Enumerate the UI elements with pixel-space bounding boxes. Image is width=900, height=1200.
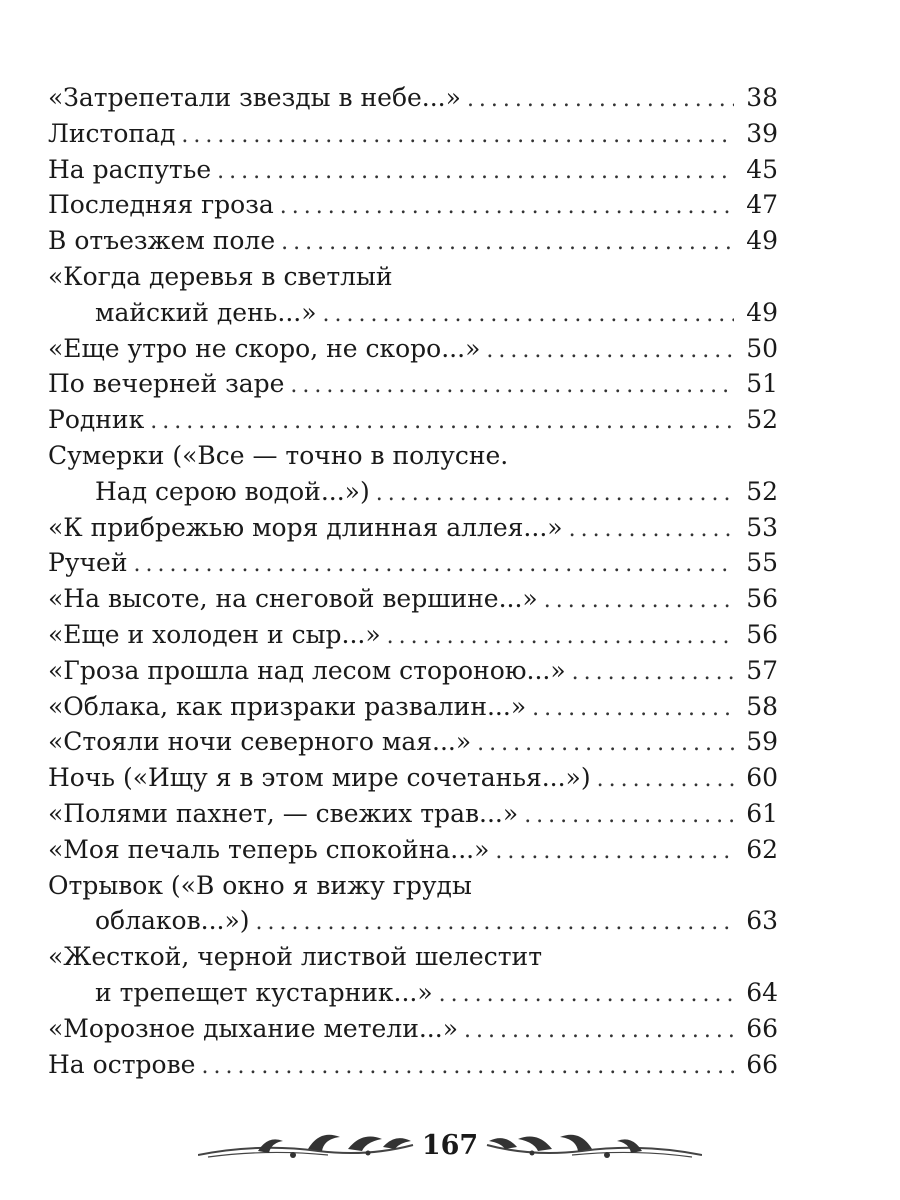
toc-entry-line: [48, 152, 778, 188]
toc-title: На распутье: [48, 154, 212, 184]
toc-page-number: 55: [746, 548, 778, 578]
toc-entry-line: [48, 438, 778, 474]
dot-leader: [464, 1013, 734, 1049]
toc-entry: [48, 259, 778, 331]
toc-title: «Облака, как призраки развалин...»: [48, 691, 527, 721]
toc-page-number: 51: [746, 369, 778, 399]
toc-page-number: 56: [746, 584, 778, 614]
table-of-contents: [48, 80, 778, 1082]
toc-entry-line: [48, 223, 778, 259]
dot-leader: [256, 905, 734, 941]
dot-leader: [495, 834, 734, 870]
toc-page-number: 38: [746, 83, 778, 112]
page-footer: [180, 1120, 720, 1170]
dot-leader: [387, 619, 734, 655]
dot-leader: [572, 655, 734, 691]
toc-title: «Еще утро не скоро, не скоро...»: [48, 333, 481, 363]
toc-entry-line: [48, 832, 778, 868]
toc-entry: [48, 545, 778, 581]
page-number: 167: [421, 1129, 479, 1161]
toc-page-number: 45: [746, 154, 778, 184]
toc-entry: [48, 1011, 778, 1047]
dot-leader: [524, 798, 734, 834]
toc-entry-line: [48, 724, 778, 760]
toc-page-number: 39: [746, 118, 778, 148]
toc-title: Над серою водой...»): [95, 476, 370, 506]
toc-entry-line: [48, 116, 778, 152]
toc-entry: [48, 116, 778, 152]
dot-leader: [181, 118, 734, 154]
dot-leader: [281, 225, 734, 261]
toc-entry-line: [48, 1047, 778, 1083]
toc-page-number: 52: [746, 405, 778, 435]
toc-entry: [48, 80, 778, 116]
toc-entry-line: [48, 187, 778, 223]
toc-title: «На высоте, на снеговой вершине...»: [48, 584, 538, 614]
toc-page-number: 49: [746, 297, 778, 327]
toc-page-number: 57: [746, 655, 778, 685]
toc-title: На острове: [48, 1049, 196, 1079]
toc-entry: [48, 939, 778, 1011]
toc-title: «Полями пахнет, — свежих трав...»: [48, 798, 519, 828]
toc-entry-line: [48, 760, 778, 796]
dot-leader: [486, 333, 734, 369]
toc-entry: [48, 438, 778, 510]
toc-entry-line: [48, 545, 778, 581]
toc-title: «Когда деревья в светлый: [48, 261, 393, 291]
right-ornament-icon: [482, 1125, 702, 1165]
toc-title: Отрывок («В окно я вижу груды: [48, 870, 472, 900]
toc-entry: [48, 617, 778, 653]
toc-entry-line: [48, 510, 778, 546]
toc-entry-line: [48, 975, 778, 1011]
toc-entry: [48, 689, 778, 725]
toc-entry-line: [48, 474, 778, 510]
toc-entry: [48, 653, 778, 689]
toc-title: и трепещет кустарник...»: [95, 977, 433, 1007]
toc-entry-line: [48, 689, 778, 725]
toc-title: «К прибрежью моря длинная аллея...»: [48, 512, 563, 542]
toc-title: «Гроза прошла над лесом стороною...»: [48, 655, 566, 685]
toc-page-number: 58: [746, 691, 778, 721]
toc-page-number: 66: [746, 1013, 778, 1043]
toc-entry: [48, 402, 778, 438]
dot-leader: [532, 691, 734, 727]
toc-title: майский день...»: [95, 297, 317, 327]
toc-entry: [48, 1047, 778, 1083]
toc-title: облаков...»): [95, 906, 250, 936]
toc-entry-line: [48, 80, 778, 116]
toc-entry-line: [48, 331, 778, 367]
dot-leader: [134, 547, 734, 583]
toc-page-number: 62: [746, 834, 778, 864]
toc-page-number: 47: [746, 190, 778, 220]
dot-leader: [439, 977, 734, 1013]
toc-entry: [48, 223, 778, 259]
dot-leader: [376, 476, 734, 512]
dot-leader: [280, 189, 734, 225]
toc-entry: [48, 724, 778, 760]
toc-page-number: 63: [746, 906, 778, 936]
dot-leader: [597, 762, 734, 798]
toc-page-number: 53: [746, 512, 778, 542]
toc-entry-line: [48, 617, 778, 653]
toc-entry: [48, 366, 778, 402]
dot-leader: [544, 583, 734, 619]
toc-page-number: 66: [746, 1049, 778, 1079]
toc-entry-line: [48, 653, 778, 689]
toc-title: В отъезжем поле: [48, 226, 276, 256]
toc-entry: [48, 152, 778, 188]
toc-page-number: 59: [746, 727, 778, 757]
dot-leader: [201, 1049, 734, 1085]
toc-page-number: 60: [746, 763, 778, 793]
toc-entry-line: [48, 581, 778, 617]
toc-page-number: 56: [746, 619, 778, 649]
toc-page-number: 49: [746, 226, 778, 256]
toc-entry: [48, 796, 778, 832]
toc-title: «Морозное дыхание метели...»: [48, 1013, 458, 1043]
toc-entry-line: [48, 259, 778, 295]
toc-title: «Жесткой, черной листвой шелестит: [48, 942, 543, 972]
toc-page-number: 50: [746, 333, 778, 363]
toc-entry: [48, 868, 778, 940]
toc-entry: [48, 331, 778, 367]
toc-title: Ночь («Ищу я в этом мире сочетанья...»): [48, 763, 591, 793]
toc-title: «Моя печаль теперь спокойна...»: [48, 834, 490, 864]
left-ornament-icon: [198, 1125, 418, 1165]
toc-title: «Стояли ночи северного мая...»: [48, 727, 472, 757]
toc-entry-line: [48, 868, 778, 904]
toc-entry-line: [48, 939, 778, 975]
toc-entry-line: [48, 295, 778, 331]
dot-leader: [323, 297, 734, 333]
toc-entry: [48, 832, 778, 868]
toc-entry-line: [48, 366, 778, 402]
toc-title: Сумерки («Все — точно в полусне.: [48, 440, 509, 470]
toc-page-number: 64: [746, 977, 778, 1007]
dot-leader: [217, 154, 734, 190]
toc-page-number: 52: [746, 476, 778, 506]
toc-entry: [48, 187, 778, 223]
toc-entry: [48, 581, 778, 617]
toc-title: Родник: [48, 405, 145, 435]
toc-entry-line: [48, 1011, 778, 1047]
dot-leader: [477, 726, 734, 762]
dot-leader: [467, 82, 734, 118]
dot-leader: [569, 512, 734, 548]
toc-entry-line: [48, 903, 778, 939]
toc-entry: [48, 760, 778, 796]
dot-leader: [290, 368, 734, 404]
toc-entry-line: [48, 796, 778, 832]
toc-title: «Затрепетали звезды в небе...»: [48, 83, 461, 112]
toc-entry-line: [48, 402, 778, 438]
toc-entry: [48, 510, 778, 546]
toc-title: Листопад: [48, 118, 176, 148]
toc-page-number: 61: [746, 798, 778, 828]
toc-title: «Еще и холоден и сыр...»: [48, 619, 381, 649]
toc-title: По вечерней заре: [48, 369, 285, 399]
dot-leader: [150, 404, 734, 440]
toc-title: Ручей: [48, 548, 128, 578]
toc-title: Последняя гроза: [48, 190, 274, 220]
